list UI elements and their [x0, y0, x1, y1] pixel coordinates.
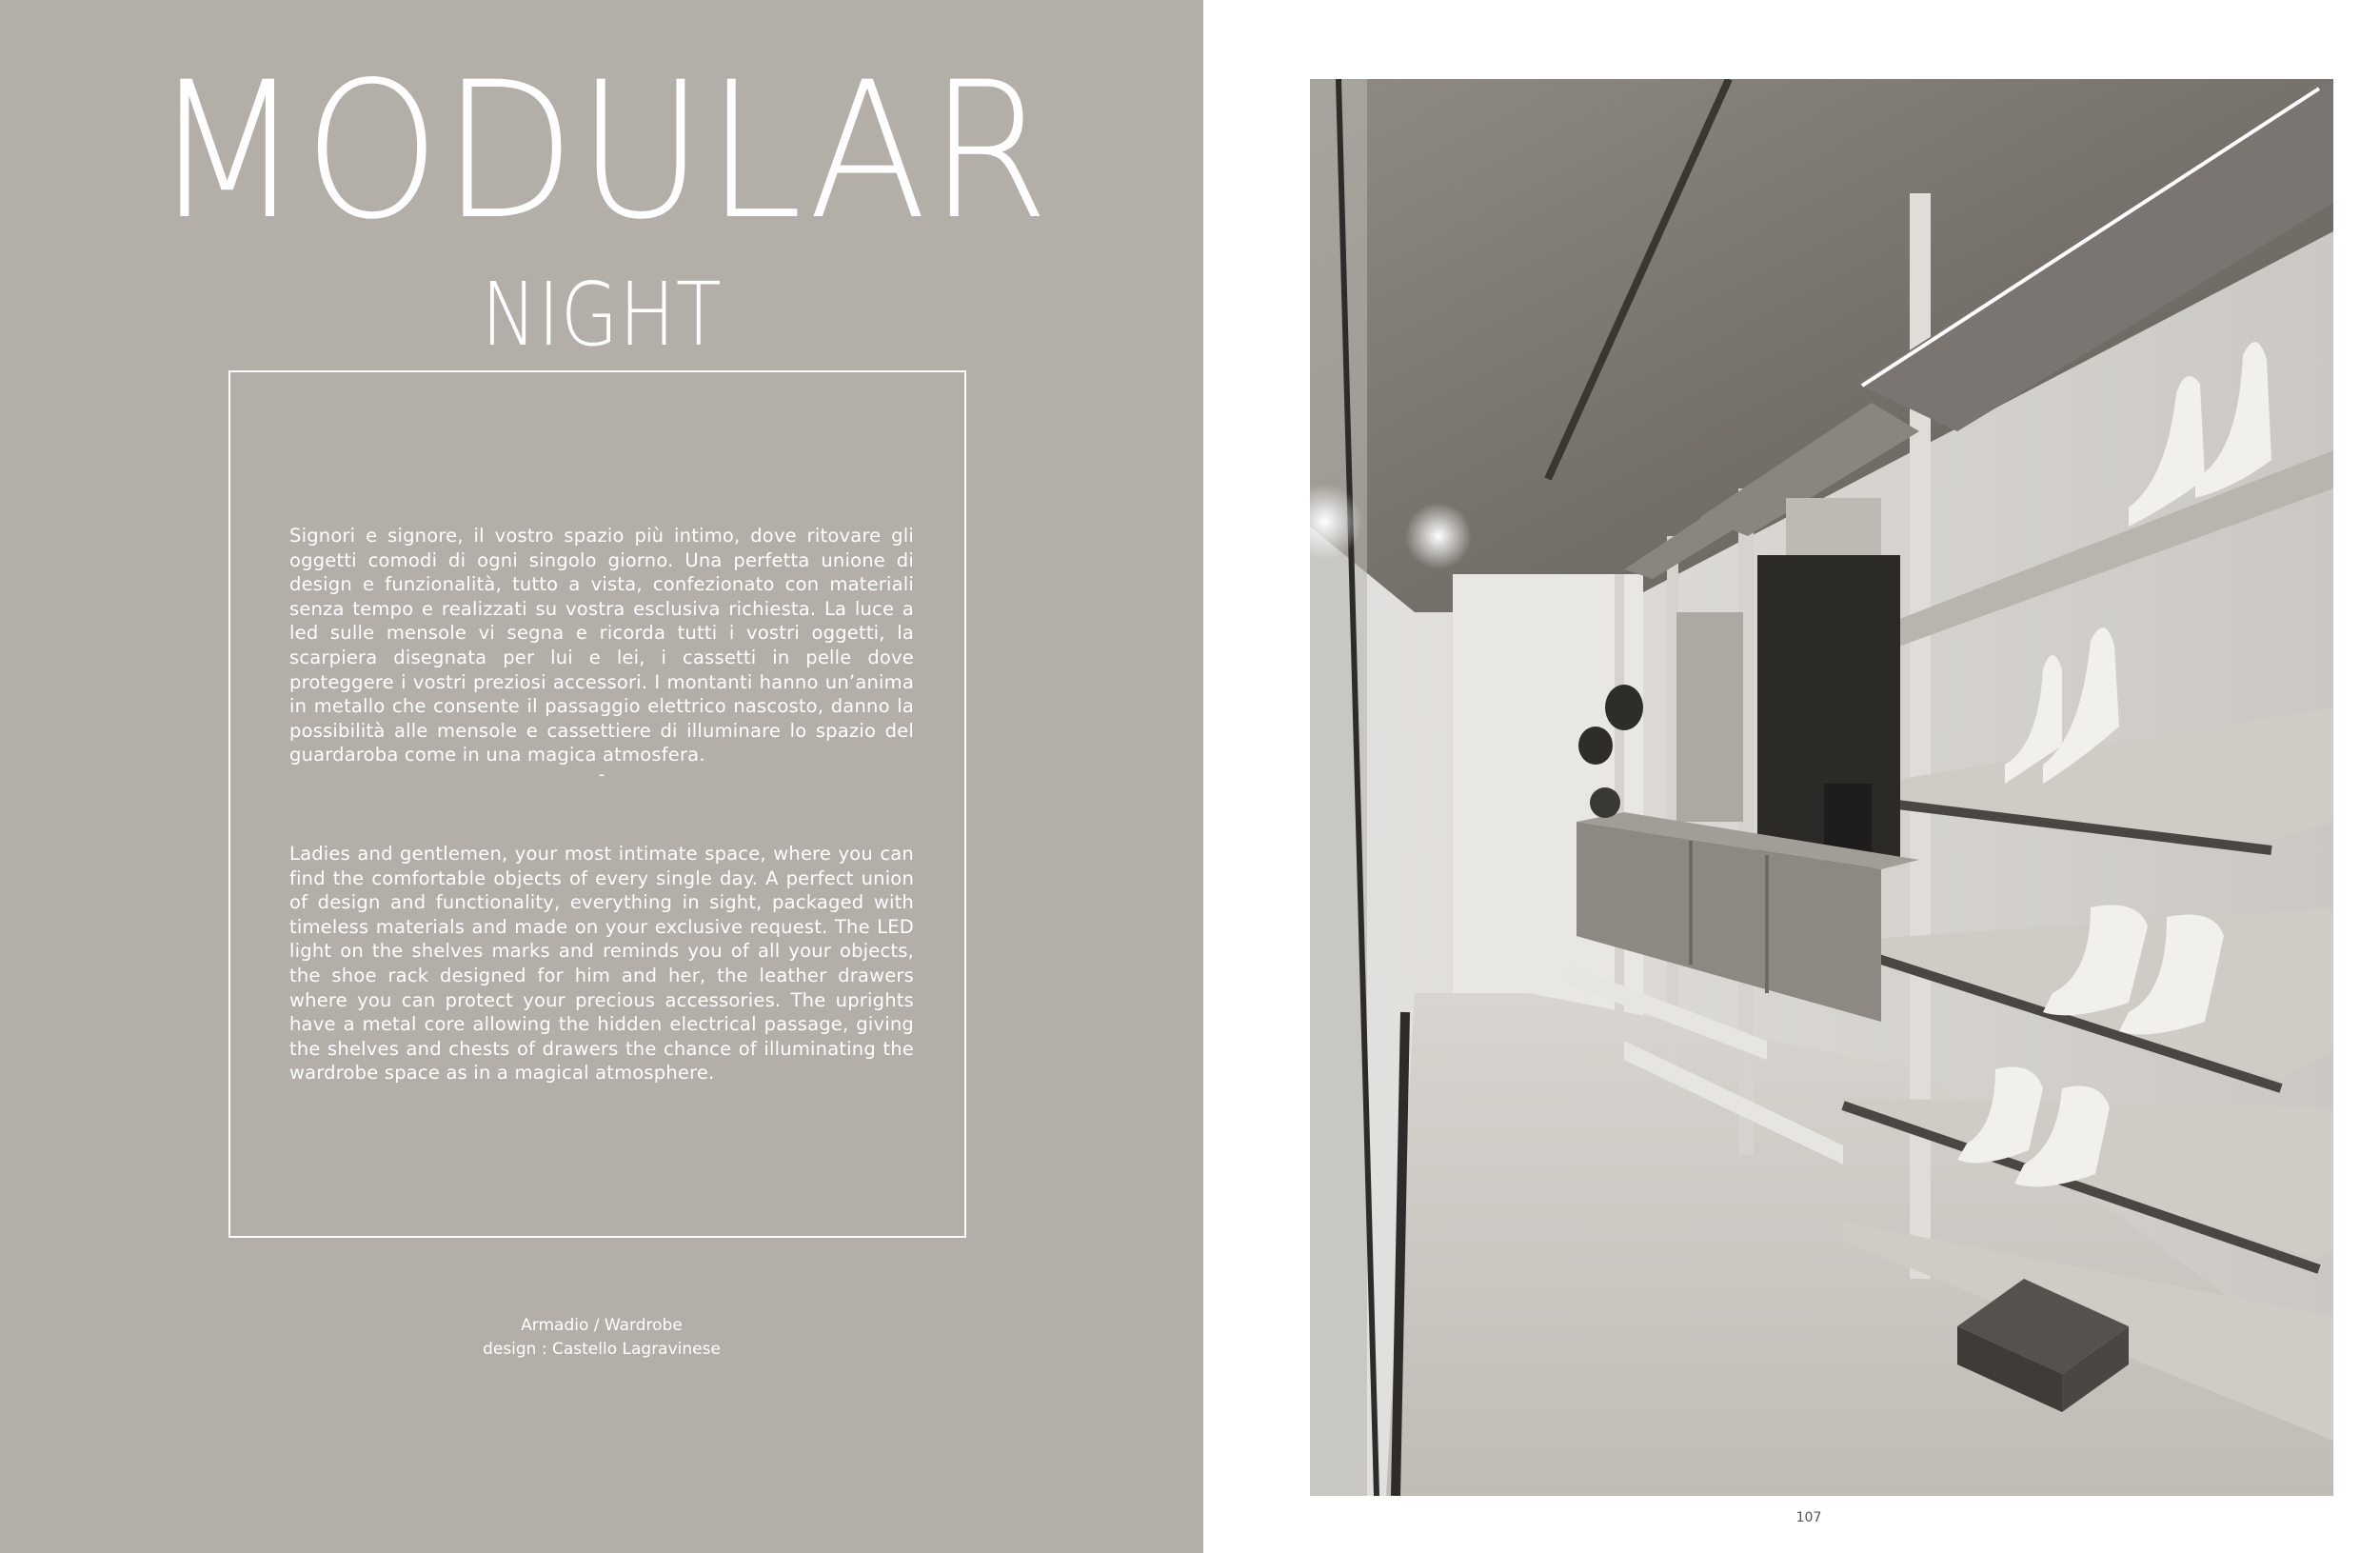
- text-separator: -: [598, 765, 605, 785]
- body-text-italian: Signori e signore, il vostro spazio più intimo, dove ritovare gli oggetti comodi di ogni singolo giorno. Una perfetta unione di design e funzionalità, tutto a vista, confezionato con materiali senza tempo e realizzati su vostra esclusiva richiesta. La luce a led sulle mensole vi segna e ricorda tutti i vostri oggetti, la scarpiera disegnata per lui e lei, i cassetti in pelle dove proteggere i vostri preziosi accessori. I montanti hanno un’anima in metallo che consente il passaggio elettrico nascosto, danno la possibilità alle mensole e cassettiere di illuminare lo spazio del guardaroba come in una magica atmosfera.: [289, 525, 914, 767]
- body-text-english: Ladies and gentlemen, your most intimate space, where you can find the comfortable objects of every single day. A perfect union of design and functionality, everything in sight, packaged with timeless materials and made on your exclusive request. The LED light on the shelves marks and reminds you of all your objects, the shoe rack designed for him and her, the leather drawers where you can protect your precious accessories. The uprights have a metal core allowing the hidden electrical passage, giving the shelves and chests of drawers the chance of illuminating the wardrobe space as in a magical atmosphere.: [289, 843, 914, 1085]
- wardrobe-illustration: [1310, 79, 2333, 1496]
- caption-line-product: Armadio / Wardrobe: [521, 1316, 683, 1335]
- caption-line-designer: design : Castello Lagravinese: [483, 1340, 721, 1359]
- wardrobe-photo: [1310, 79, 2333, 1496]
- page-number: 107: [1795, 1510, 1822, 1525]
- page-subtitle: NIGHT: [481, 264, 723, 366]
- text-frame: [228, 370, 966, 1238]
- photo-caption: [0, 1314, 1203, 1362]
- page-title: MODULAR: [152, 41, 1051, 261]
